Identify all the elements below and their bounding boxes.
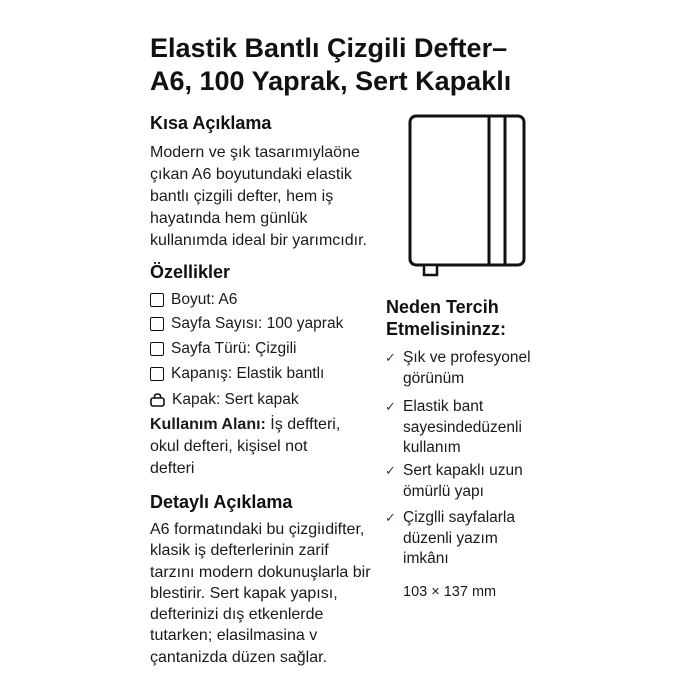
feature-label: Sayfa Sayısı: 100 yaprak <box>171 315 344 332</box>
text-line: kullanımda ideal bir yarımcıdır. <box>150 232 367 249</box>
text-line: ömürlü yapı <box>403 482 484 500</box>
check-icon: ✓ <box>385 350 396 365</box>
text-line: kullanım <box>403 439 461 456</box>
text-line: Şık ve profesyonel <box>403 349 531 366</box>
text-line: Çizglli sayfalarla <box>403 509 515 526</box>
usage-text <box>150 414 340 480</box>
feature-item <box>150 390 299 410</box>
text-line: düzenli yazım <box>403 529 498 547</box>
checkbox-icon <box>150 342 164 356</box>
checkbox-icon <box>150 293 164 307</box>
text-line: hayatında hem günlük <box>150 210 308 227</box>
heading-line: Neden Tercih <box>386 297 499 317</box>
check-icon: ✓ <box>385 463 396 478</box>
feature-label: Boyut: A6 <box>171 291 238 308</box>
text-line: A6 formatındaki bu çizgiıdifter, <box>150 521 365 538</box>
text-line: tutarken; elasilmasina v <box>150 627 318 645</box>
benefit-item <box>385 397 560 459</box>
text-line: Modern ve şık tasarımıylaöne <box>150 144 360 161</box>
benefit-item <box>385 461 560 502</box>
text-line: defteri <box>150 460 195 477</box>
usage-label: Kullanım Alanı: <box>150 416 266 433</box>
feature-label: Kapanış: Elastik bantlı <box>171 365 325 382</box>
bag-icon <box>150 393 165 407</box>
title-line: Elastik Bantlı Çizgili Defter– <box>150 33 508 63</box>
checkbox-icon <box>150 367 164 381</box>
text-line: bantlı çizgili defter, hem iş <box>150 188 334 205</box>
text-line: defterinizi dış etkenlerde <box>150 606 324 624</box>
detail-heading: Detaylı Açıklama <box>150 492 293 512</box>
check-icon: ✓ <box>385 399 396 414</box>
text-line: klasik iş defterlerinin zarif <box>150 542 329 560</box>
feature-item <box>150 290 237 310</box>
text-line: okul defteri, kişisel not <box>150 438 308 455</box>
text-line: Sert kapaklı uzun <box>403 462 523 479</box>
text-line: tarzını modern dokunuşlarla bir <box>150 563 371 581</box>
benefit-item <box>385 348 560 389</box>
text-line: çantanizda düzen sağlar. <box>150 648 328 666</box>
text-line: görünüm <box>403 369 465 387</box>
check-icon: ✓ <box>385 510 396 525</box>
text-line: İş deffteri, <box>265 416 341 433</box>
feature-item <box>150 339 296 359</box>
text-line: çıkan A6 boyutundaki elastik <box>150 166 352 183</box>
text-line: Elastik bant <box>403 398 484 415</box>
text-line: blestirir. Sert kapak yapısı, <box>150 584 338 602</box>
text-line: imkânı <box>403 550 449 567</box>
benefit-item <box>385 508 560 570</box>
title-line: A6, 100 Yaprak, Sert Kapaklı <box>150 66 512 96</box>
text-line: sayesindedüzenli <box>403 418 522 436</box>
page-title <box>150 32 570 98</box>
feature-item <box>150 314 343 334</box>
feature-item <box>150 364 324 384</box>
dimensions-text: 103 × 137 mm <box>403 584 497 600</box>
feature-label: Kapak: Sert kapak <box>172 391 299 408</box>
notebook-icon <box>405 112 530 280</box>
detail-text <box>150 519 371 668</box>
checkbox-icon <box>150 317 164 331</box>
short-desc-text <box>150 142 367 252</box>
feature-label: Sayfa Türü: Çizgili <box>171 340 297 357</box>
why-heading <box>386 296 506 340</box>
heading-line: Etmelisininzz: <box>386 319 507 339</box>
features-heading: Özellikler <box>150 262 231 282</box>
short-desc-heading: Kısa Açıklama <box>150 113 272 133</box>
